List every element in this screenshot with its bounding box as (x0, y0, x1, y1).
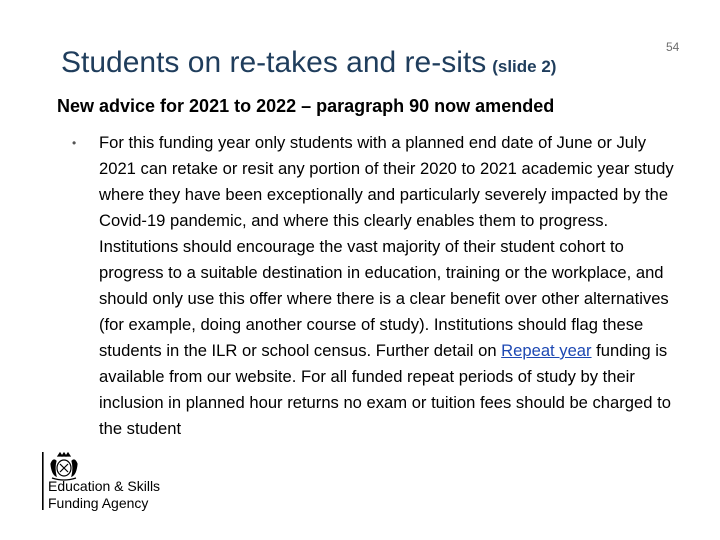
bullet-icon: • (72, 136, 77, 150)
slide-title (61, 45, 556, 85)
body-text-part-2: funding is available from our website. For all funded repeat periods of study by their inclusion in planned hour returns no exam or tuition fees should be charged to the student (99, 341, 671, 438)
body-text-part-1: For this funding year only students with a planned end date of June or July 2021 can retake or resit any portion of their 2020 to 2021 academic year study where they have been exceptionally and particularly severely impacted by the Covid-19 pandemic, and where this clearly enables them to progress. Institutions should encourage the vast majority of their student cohort to progress to a suitable destination in education, training or the workplace, and should only use this offer where there is a clear benefit over other alternatives (for example, doing another course of study). Institutions should flag these students in the ILR or school census. Further detail on (99, 133, 674, 360)
bullet-body-text (99, 130, 674, 442)
slide-subtitle: New advice for 2021 to 2022 – paragraph 90 now amended (57, 96, 555, 116)
logo-line-1: Education & Skills (48, 478, 161, 494)
slide-title-text: Students on re-takes and re-sits (61, 46, 487, 79)
page-number: 54 (666, 40, 680, 54)
slide-title-suffix: (slide 2) (492, 57, 557, 76)
logo-text (48, 478, 160, 512)
logo-line-2: Funding Agency (48, 495, 149, 511)
repeat-year-link[interactable]: Repeat year (501, 341, 592, 360)
